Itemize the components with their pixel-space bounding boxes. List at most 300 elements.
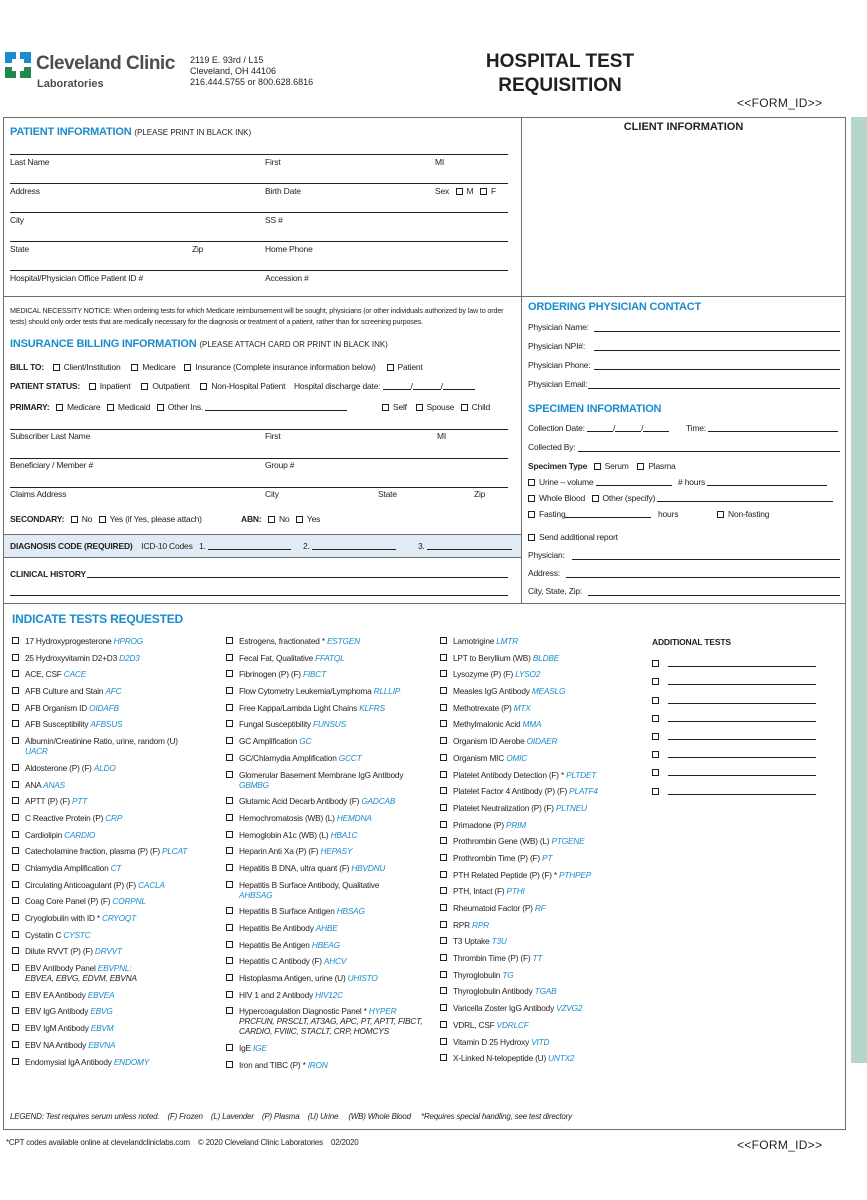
test-checkbox[interactable] bbox=[440, 787, 447, 794]
collection-year-field[interactable] bbox=[643, 424, 669, 432]
test-label bbox=[453, 986, 556, 996]
test-checkbox[interactable] bbox=[440, 837, 447, 844]
fasting-label: Fasting bbox=[539, 509, 566, 519]
test-item[interactable] bbox=[12, 736, 222, 756]
additional-test-field[interactable] bbox=[668, 714, 816, 722]
test-item[interactable] bbox=[440, 703, 645, 713]
test-item[interactable] bbox=[12, 990, 222, 1000]
test-checkbox[interactable] bbox=[226, 847, 233, 854]
test-item[interactable] bbox=[226, 863, 438, 873]
primary-other-checkbox[interactable] bbox=[157, 404, 164, 411]
discharge-date-label: Hospital discharge date: bbox=[293, 381, 381, 391]
test-code: ANAS bbox=[43, 779, 65, 790]
additional-test-field[interactable] bbox=[668, 787, 816, 795]
discharge-year-field[interactable] bbox=[443, 382, 475, 390]
test-item[interactable] bbox=[226, 906, 438, 916]
test-code: CARDIO bbox=[64, 829, 96, 840]
claims-state-label: State bbox=[378, 489, 397, 499]
test-item[interactable] bbox=[226, 1006, 438, 1036]
icd-2-number: 2. bbox=[303, 541, 310, 551]
clinical-history-field-2[interactable] bbox=[10, 595, 508, 596]
physician-npi-field[interactable] bbox=[594, 350, 840, 351]
test-item[interactable] bbox=[12, 946, 222, 956]
test-checkbox[interactable] bbox=[440, 937, 447, 944]
insurance-note: (PLEASE ATTACH CARD OR PRINT IN BLACK INK) bbox=[199, 340, 388, 349]
non-hospital-checkbox[interactable] bbox=[200, 383, 207, 390]
additional-test-checkbox[interactable] bbox=[652, 788, 659, 795]
collection-time-field[interactable] bbox=[708, 424, 838, 432]
test-checkbox[interactable] bbox=[12, 831, 19, 838]
test-item[interactable] bbox=[226, 923, 438, 933]
test-checkbox[interactable] bbox=[440, 637, 447, 644]
test-item[interactable] bbox=[12, 1057, 222, 1067]
test-item[interactable] bbox=[440, 753, 645, 763]
test-item[interactable] bbox=[440, 920, 645, 930]
test-item[interactable] bbox=[440, 736, 645, 746]
test-item[interactable] bbox=[226, 736, 438, 746]
other-specimen-checkbox[interactable] bbox=[592, 495, 599, 502]
test-name: VDRL, CSF bbox=[453, 1019, 497, 1030]
physician-phone-field[interactable] bbox=[594, 369, 840, 370]
test-checkbox[interactable] bbox=[440, 921, 447, 928]
test-label bbox=[25, 703, 119, 713]
test-item[interactable] bbox=[440, 1037, 645, 1047]
additional-test-checkbox[interactable] bbox=[652, 715, 659, 722]
test-checkbox[interactable] bbox=[12, 931, 19, 938]
test-item[interactable] bbox=[440, 1003, 645, 1013]
test-checkbox[interactable] bbox=[440, 771, 447, 778]
test-item[interactable] bbox=[440, 786, 645, 796]
test-name: APTT (P) (F) bbox=[25, 796, 73, 807]
test-checkbox[interactable] bbox=[226, 704, 233, 711]
test-item[interactable] bbox=[12, 963, 222, 983]
other-specimen-field[interactable] bbox=[657, 494, 833, 502]
city-field[interactable] bbox=[10, 212, 508, 213]
test-label bbox=[239, 906, 365, 916]
fasting-checkbox[interactable] bbox=[528, 511, 535, 518]
test-item[interactable] bbox=[226, 703, 438, 713]
test-item[interactable] bbox=[440, 820, 645, 830]
test-checkbox[interactable] bbox=[12, 720, 19, 727]
test-item[interactable] bbox=[440, 936, 645, 946]
test-item[interactable] bbox=[226, 770, 438, 790]
test-item[interactable] bbox=[12, 1040, 222, 1050]
test-item[interactable] bbox=[12, 830, 222, 840]
test-item[interactable] bbox=[12, 703, 222, 713]
patient-status-row: PATIENT STATUS: Inpatient Outpatient Non-Hospital Patient Hospital discharge date: / / bbox=[10, 381, 475, 391]
urine-volume-field[interactable] bbox=[596, 478, 672, 486]
additional-test-field[interactable] bbox=[668, 750, 816, 758]
test-item[interactable] bbox=[12, 846, 222, 856]
test-item[interactable] bbox=[226, 813, 438, 823]
test-checkbox[interactable] bbox=[12, 687, 19, 694]
collection-day-field[interactable] bbox=[615, 424, 641, 432]
test-item[interactable] bbox=[440, 970, 645, 980]
test-item[interactable] bbox=[440, 636, 645, 646]
additional-test-field[interactable] bbox=[668, 659, 816, 667]
test-item[interactable] bbox=[440, 986, 645, 996]
test-label bbox=[25, 1023, 114, 1033]
state-field[interactable] bbox=[10, 241, 508, 242]
test-item[interactable] bbox=[226, 1043, 438, 1053]
test-item[interactable] bbox=[226, 973, 438, 983]
inpatient-checkbox[interactable] bbox=[89, 383, 96, 390]
test-item[interactable] bbox=[226, 1060, 438, 1070]
test-name: T3 Uptake bbox=[453, 936, 492, 947]
test-checkbox[interactable] bbox=[12, 847, 19, 854]
test-item[interactable] bbox=[226, 990, 438, 1000]
test-item[interactable] bbox=[440, 1020, 645, 1030]
child-checkbox[interactable] bbox=[461, 404, 468, 411]
test-item[interactable] bbox=[12, 636, 222, 646]
spouse-checkbox[interactable] bbox=[416, 404, 423, 411]
secondary-yes-checkbox[interactable] bbox=[99, 516, 106, 523]
report-city-field[interactable] bbox=[588, 595, 840, 596]
test-checkbox[interactable] bbox=[226, 924, 233, 931]
test-item[interactable] bbox=[226, 956, 438, 966]
test-checkbox[interactable] bbox=[440, 1038, 447, 1045]
icd-3-group bbox=[418, 541, 512, 551]
test-label bbox=[239, 1043, 267, 1053]
test-checkbox[interactable] bbox=[226, 831, 233, 838]
test-item[interactable] bbox=[440, 653, 645, 663]
test-code: HBA1C bbox=[330, 829, 358, 840]
outpatient-checkbox[interactable] bbox=[141, 383, 148, 390]
serum-checkbox[interactable] bbox=[594, 463, 601, 470]
test-checkbox[interactable] bbox=[440, 887, 447, 894]
test-panel-components: EBVEA, EBVG, EDVM, EBVNA bbox=[25, 973, 137, 984]
test-item[interactable] bbox=[12, 719, 222, 729]
test-item[interactable] bbox=[12, 880, 222, 890]
clinical-history-field-1[interactable] bbox=[87, 577, 508, 578]
test-item[interactable] bbox=[226, 753, 438, 763]
test-checkbox[interactable] bbox=[440, 1021, 447, 1028]
test-checkbox[interactable] bbox=[226, 941, 233, 948]
test-item[interactable] bbox=[226, 653, 438, 663]
test-label bbox=[453, 953, 542, 963]
test-code: FFATQL bbox=[315, 652, 345, 663]
discharge-month-field[interactable] bbox=[383, 382, 411, 390]
primary-medicare-checkbox[interactable] bbox=[56, 404, 63, 411]
test-checkbox[interactable] bbox=[440, 737, 447, 744]
test-name: Histoplasma Antigen, urine (U) bbox=[239, 973, 348, 984]
additional-test-row bbox=[652, 704, 816, 722]
test-item[interactable] bbox=[12, 913, 222, 923]
test-item[interactable] bbox=[440, 669, 645, 679]
discharge-day-field[interactable] bbox=[413, 382, 441, 390]
test-item[interactable] bbox=[12, 686, 222, 696]
test-item[interactable] bbox=[440, 770, 645, 780]
test-checkbox[interactable] bbox=[12, 991, 19, 998]
test-item[interactable] bbox=[226, 830, 438, 840]
test-checkbox[interactable] bbox=[12, 654, 19, 661]
bill-to-client-checkbox[interactable] bbox=[53, 364, 60, 371]
test-checkbox[interactable] bbox=[440, 987, 447, 994]
test-name: Dilute RVVT (P) (F) bbox=[25, 946, 95, 957]
test-checkbox[interactable] bbox=[12, 737, 19, 744]
whole-blood-label: Whole Blood bbox=[539, 493, 585, 503]
plasma-checkbox[interactable] bbox=[637, 463, 644, 470]
additional-test-row bbox=[652, 667, 816, 685]
page-title bbox=[470, 50, 650, 98]
sex-selector bbox=[435, 186, 496, 196]
abn-no-checkbox[interactable] bbox=[268, 516, 275, 523]
test-checkbox[interactable] bbox=[440, 871, 447, 878]
test-item[interactable] bbox=[440, 1053, 645, 1063]
birth-date-label: Birth Date bbox=[265, 186, 301, 196]
test-name: Coag Core Panel (P) (F) bbox=[25, 896, 113, 907]
self-checkbox[interactable] bbox=[382, 404, 389, 411]
test-item[interactable] bbox=[226, 796, 438, 806]
additional-test-field[interactable] bbox=[668, 677, 816, 685]
test-name: C Reactive Protein (P) bbox=[25, 812, 106, 823]
test-checkbox[interactable] bbox=[226, 864, 233, 871]
test-code: PTHI bbox=[506, 886, 525, 897]
last-name-field[interactable] bbox=[10, 154, 508, 155]
test-item[interactable] bbox=[12, 653, 222, 663]
test-checkbox[interactable] bbox=[226, 1061, 233, 1068]
test-code: ESTGEN bbox=[326, 636, 360, 646]
test-name: Hypercoagulation Diagnostic Panel * bbox=[239, 1006, 369, 1017]
test-item[interactable] bbox=[12, 1006, 222, 1016]
test-item[interactable] bbox=[226, 669, 438, 679]
patient-id-label: Hospital/Physician Office Patient ID # bbox=[10, 273, 144, 283]
test-checkbox[interactable] bbox=[440, 704, 447, 711]
test-checkbox[interactable] bbox=[12, 881, 19, 888]
test-label bbox=[25, 896, 146, 906]
claims-address-field[interactable] bbox=[10, 487, 508, 488]
additional-test-checkbox[interactable] bbox=[652, 678, 659, 685]
test-item[interactable] bbox=[440, 953, 645, 963]
send-report-checkbox[interactable] bbox=[528, 534, 535, 541]
fasting-hours-field[interactable] bbox=[565, 510, 651, 518]
additional-test-checkbox[interactable] bbox=[652, 660, 659, 667]
bill-to-label: BILL TO: bbox=[10, 362, 44, 372]
test-checkbox[interactable] bbox=[12, 764, 19, 771]
test-code: PTT bbox=[72, 796, 88, 807]
abn-yes-checkbox[interactable] bbox=[296, 516, 303, 523]
test-item[interactable] bbox=[12, 930, 222, 940]
test-name: Methotrexate (P) bbox=[453, 702, 514, 713]
test-name: LPT to Beryllium (WB) bbox=[453, 652, 533, 663]
primary-medicaid-checkbox[interactable] bbox=[107, 404, 114, 411]
test-checkbox[interactable] bbox=[12, 1024, 19, 1031]
additional-test-field[interactable] bbox=[668, 732, 816, 740]
additional-test-field[interactable] bbox=[668, 696, 816, 704]
test-checkbox[interactable] bbox=[12, 864, 19, 871]
whole-blood-checkbox[interactable] bbox=[528, 495, 535, 502]
test-checkbox[interactable] bbox=[440, 720, 447, 727]
test-item[interactable] bbox=[440, 886, 645, 896]
test-checkbox[interactable] bbox=[440, 670, 447, 677]
test-checkbox[interactable] bbox=[12, 797, 19, 804]
report-address-label: Address: bbox=[528, 568, 560, 578]
test-checkbox[interactable] bbox=[440, 904, 447, 911]
medical-necessity-notice: MEDICAL NECESSITY NOTICE: When ordering tests for which Medicare reimbursement will be sought, physicians (or other individuals authorized by law to order tests) should only order tests that are medically necessary for the diagnosis or treatment of a patient, rather than for screening purposes. bbox=[10, 306, 504, 326]
collected-by-field[interactable] bbox=[578, 451, 840, 452]
side-color-stripe bbox=[851, 117, 867, 1063]
test-checkbox[interactable] bbox=[226, 720, 233, 727]
test-checkbox[interactable] bbox=[440, 821, 447, 828]
test-checkbox[interactable] bbox=[440, 854, 447, 861]
test-checkbox[interactable] bbox=[12, 947, 19, 954]
test-label bbox=[239, 770, 403, 790]
test-name: EBV EA Antibody bbox=[25, 989, 88, 1000]
icd-code-1-field[interactable] bbox=[208, 542, 291, 550]
additional-test-checkbox[interactable] bbox=[652, 751, 659, 758]
test-item[interactable] bbox=[12, 669, 222, 679]
test-name: Hepatitis B DNA, ultra quant (F) bbox=[239, 862, 352, 873]
non-hospital-label: Non-Hospital Patient bbox=[211, 381, 286, 391]
test-checkbox[interactable] bbox=[12, 781, 19, 788]
test-checkbox[interactable] bbox=[226, 1007, 233, 1014]
address-field[interactable] bbox=[10, 183, 508, 184]
test-checkbox[interactable] bbox=[226, 957, 233, 964]
test-checkbox[interactable] bbox=[440, 1054, 447, 1061]
footer bbox=[6, 1138, 359, 1147]
test-checkbox[interactable] bbox=[440, 754, 447, 761]
icd-code-3-field[interactable] bbox=[427, 542, 512, 550]
test-item[interactable] bbox=[440, 903, 645, 913]
test-item[interactable] bbox=[12, 813, 222, 823]
test-item[interactable] bbox=[226, 940, 438, 950]
additional-test-checkbox[interactable] bbox=[652, 733, 659, 740]
secondary-no-checkbox[interactable] bbox=[71, 516, 78, 523]
test-code: RLLLIP bbox=[373, 686, 401, 697]
test-checkbox[interactable] bbox=[226, 670, 233, 677]
test-label bbox=[25, 796, 87, 806]
physician-email-field[interactable] bbox=[588, 388, 840, 389]
test-checkbox[interactable] bbox=[226, 797, 233, 804]
urine-checkbox[interactable] bbox=[528, 479, 535, 486]
test-code: RPR bbox=[472, 919, 489, 930]
report-address-field[interactable] bbox=[566, 577, 840, 578]
test-code: VZVG2 bbox=[556, 1003, 583, 1014]
test-code: AFC bbox=[105, 686, 122, 697]
test-checkbox[interactable] bbox=[226, 881, 233, 888]
test-item[interactable] bbox=[226, 846, 438, 856]
test-item[interactable] bbox=[440, 686, 645, 696]
test-checkbox[interactable] bbox=[440, 687, 447, 694]
test-label bbox=[25, 686, 121, 696]
test-checkbox[interactable] bbox=[12, 637, 19, 644]
test-checkbox[interactable] bbox=[12, 814, 19, 821]
test-name: Platelet Antibody Detection (F) * bbox=[453, 769, 567, 780]
test-checkbox[interactable] bbox=[226, 974, 233, 981]
other-insurance-field[interactable] bbox=[205, 403, 347, 411]
bill-to-patient-checkbox[interactable] bbox=[387, 364, 394, 371]
urine-hours-field[interactable] bbox=[707, 478, 827, 486]
test-checkbox[interactable] bbox=[12, 964, 19, 971]
test-checkbox[interactable] bbox=[12, 897, 19, 904]
subscriber-last-label: Subscriber Last Name bbox=[10, 431, 91, 441]
test-item[interactable] bbox=[12, 780, 222, 790]
test-name: GC/Chlamydia Amplification bbox=[239, 752, 339, 763]
test-checkbox[interactable] bbox=[226, 771, 233, 778]
test-checkbox[interactable] bbox=[226, 737, 233, 744]
subscriber-name-field[interactable] bbox=[10, 429, 508, 430]
test-checkbox[interactable] bbox=[440, 954, 447, 961]
test-checkbox[interactable] bbox=[226, 991, 233, 998]
test-item[interactable] bbox=[440, 853, 645, 863]
test-item[interactable] bbox=[226, 636, 438, 646]
sex-f-checkbox[interactable] bbox=[480, 188, 487, 195]
collection-month-field[interactable] bbox=[587, 424, 613, 432]
additional-test-field[interactable] bbox=[668, 768, 816, 776]
test-code: PLTDET bbox=[566, 769, 597, 780]
physician-name-field[interactable] bbox=[594, 331, 840, 332]
claims-city-label: City bbox=[265, 489, 279, 499]
test-code: BLDBE bbox=[532, 652, 560, 663]
test-label bbox=[239, 653, 344, 663]
test-checkbox[interactable] bbox=[12, 1058, 19, 1065]
test-checkbox[interactable] bbox=[226, 637, 233, 644]
test-code: MMA bbox=[522, 719, 542, 730]
test-checkbox[interactable] bbox=[12, 670, 19, 677]
test-checkbox[interactable] bbox=[440, 654, 447, 661]
bill-to-medicare-checkbox[interactable] bbox=[131, 364, 138, 371]
bill-to-insurance-checkbox[interactable] bbox=[184, 364, 191, 371]
test-code: HBSAG bbox=[336, 906, 365, 917]
test-checkbox[interactable] bbox=[12, 1041, 19, 1048]
test-checkbox[interactable] bbox=[226, 654, 233, 661]
test-name: EBV IgM Antibody bbox=[25, 1023, 91, 1034]
plasma-label: Plasma bbox=[648, 461, 676, 471]
additional-test-checkbox[interactable] bbox=[652, 769, 659, 776]
test-item[interactable] bbox=[226, 880, 438, 900]
test-checkbox[interactable] bbox=[440, 971, 447, 978]
test-item[interactable] bbox=[440, 836, 645, 846]
test-label bbox=[25, 846, 187, 856]
test-checkbox[interactable] bbox=[12, 704, 19, 711]
test-checkbox[interactable] bbox=[226, 814, 233, 821]
test-checkbox[interactable] bbox=[12, 914, 19, 921]
test-name: AFB Organism ID bbox=[25, 702, 90, 713]
mi-label: MI bbox=[435, 157, 445, 167]
test-label bbox=[25, 913, 136, 923]
test-item[interactable] bbox=[440, 870, 645, 880]
test-item[interactable] bbox=[440, 803, 645, 813]
test-item[interactable] bbox=[12, 1023, 222, 1033]
test-item[interactable] bbox=[226, 686, 438, 696]
sex-m-checkbox[interactable] bbox=[456, 188, 463, 195]
patient-id-field[interactable] bbox=[10, 270, 508, 271]
test-checkbox[interactable] bbox=[226, 1044, 233, 1051]
member-field[interactable] bbox=[10, 458, 508, 459]
client-information-box[interactable] bbox=[521, 117, 846, 297]
test-label bbox=[453, 719, 541, 729]
test-item[interactable] bbox=[12, 896, 222, 906]
test-item[interactable] bbox=[12, 763, 222, 773]
additional-test-checkbox[interactable] bbox=[652, 697, 659, 704]
send-report-row bbox=[528, 532, 618, 542]
test-item[interactable] bbox=[12, 863, 222, 873]
additional-test-row bbox=[652, 758, 816, 776]
test-checkbox[interactable] bbox=[440, 1004, 447, 1011]
test-checkbox[interactable] bbox=[440, 804, 447, 811]
test-checkbox[interactable] bbox=[226, 907, 233, 914]
test-checkbox[interactable] bbox=[226, 754, 233, 761]
test-item[interactable] bbox=[12, 796, 222, 806]
test-item[interactable] bbox=[440, 719, 645, 729]
test-checkbox[interactable] bbox=[226, 687, 233, 694]
icd-code-2-field[interactable] bbox=[312, 542, 396, 550]
test-checkbox[interactable] bbox=[12, 1007, 19, 1014]
test-name: EBV IgG Antibody bbox=[25, 1006, 91, 1017]
report-physician-field[interactable] bbox=[572, 559, 840, 560]
non-fasting-checkbox[interactable] bbox=[717, 511, 724, 518]
test-item[interactable] bbox=[226, 719, 438, 729]
